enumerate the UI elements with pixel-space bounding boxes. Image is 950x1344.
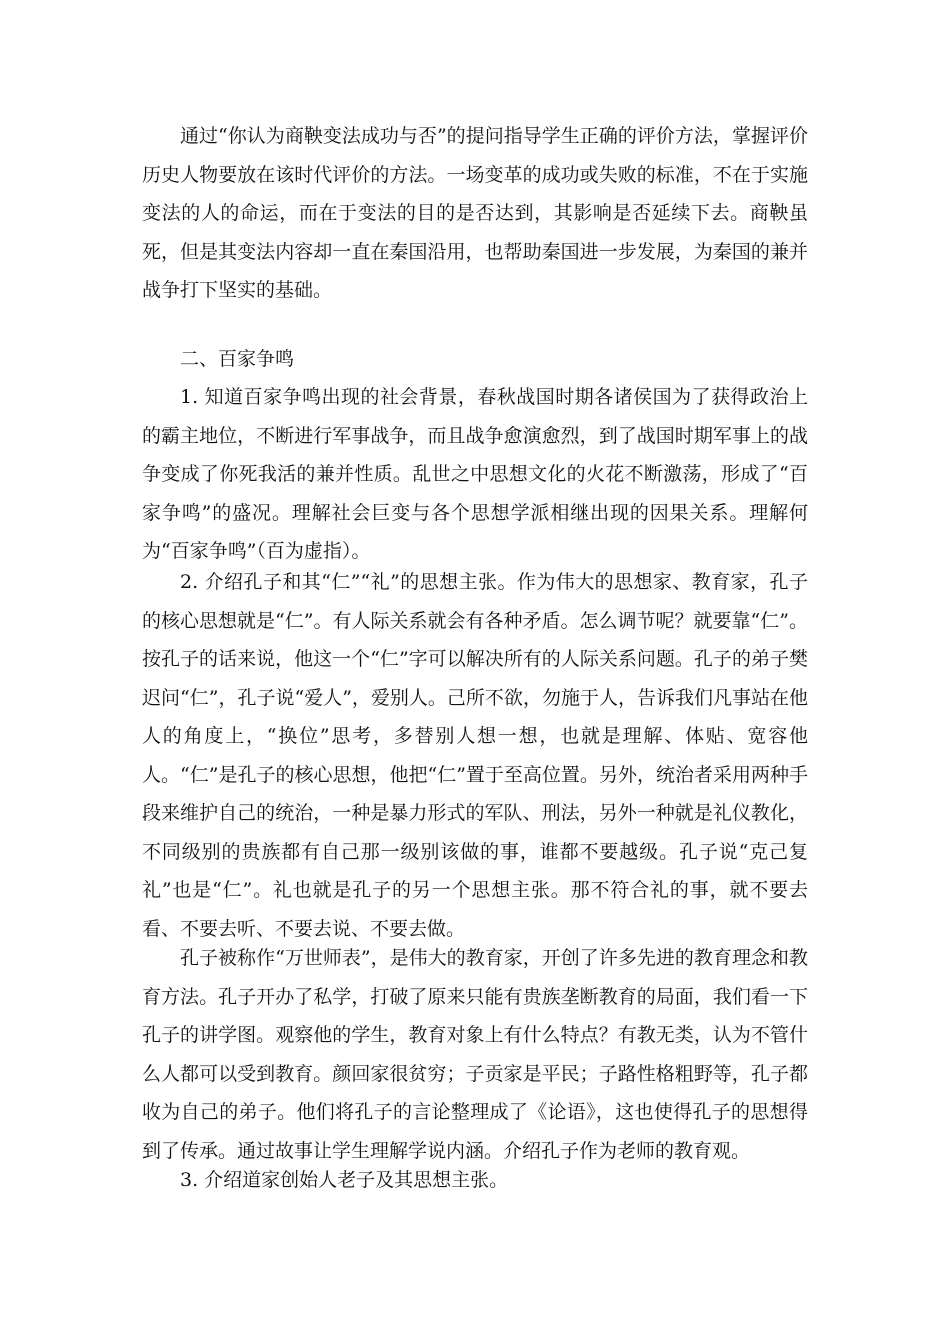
item-2-paragraph: 2. 介绍孔子和其“仁”“礼”的思想主张。作为伟大的思想家、教育家，孔子的核心思想就是“仁”。有人际关系就会有各种矛盾。怎么调节呢？就要靠“仁”。按孔子的话来说，他这一个“仁”字可以解决所有的人际关系问题。孔子的弟子樊迟问“仁”，孔子说“爱人”，爱别人。己所不欲，勿施于人，告诉我们凡事站在他人的角度上，“换位”思考，多替别人想一想，也就是理解、体贴、宽容他人。“仁”是孔子的核心思想，他把“仁”置于至高位置。另外，统治者采用两种手段来维护自己的统治，一种是暴力形式的军队、刑法，另外一种就是礼仪教化，不同级别的贵族都有自己那一级别该做的事，谁都不要越级。孔子说“克己复礼”也是“仁”。礼也就是孔子的另一个思想主张。那不符合礼的事，就不要去看、不要去听、不要去说、不要去做。 [142,571,808,940]
confucius-teacher-paragraph: 孔子被称作“万世师表”，是伟大的教育家，开创了许多先进的教育理念和教育方法。孔子开办了私学，打破了原来只能有贵族垄断教育的局面，我们看一下孔子的讲学图。观察他的学生，教育对象上有什么特点？有教无类，认为不管什么人都可以受到教育。颜回家很贫穷；子贡家是平民；子路性格粗野等，孔子都收为自己的弟子。他们将孔子的言论整理成了《论语》，这也使得孔子的思想得到了传承。通过故事让学生理解学说内涵。介绍孔子作为老师的教育观。 [142,947,808,1162]
item-1-paragraph: 1. 知道百家争鸣出现的社会背景，春秋战国时期各诸侯国为了获得政治上的霸主地位，不断进行军事战争，而且战争愈演愈烈，到了战国时期军事上的战争变成了你死我活的兼并性质。乱世之中思想文化的火花不断激荡，形成了“百家争鸣”的盛况。理解社会巨变与各个思想学派相继出现的因果关系。理解何为“百家争鸣”（百为虚指）。 [142,386,808,562]
section-heading: 二、百家争鸣 [180,348,295,370]
item-3-paragraph: 3. 介绍道家创始人老子及其思想主张。 [180,1169,509,1191]
intro-paragraph: 通过“你认为商鞅变法成功与否”的提问指导学生正确的评价方法，掌握评价历史人物要放在该时代评价的方法。一场变革的成功或失败的标准，不在于实施变法的人的命运，而在于变法的目的是否达到，其影响是否延续下去。商鞅虽死，但是其变法内容却一直在秦国沿用，也帮助秦国进一步发展，为秦国的兼并战争打下坚实的基础。 [142,125,808,301]
